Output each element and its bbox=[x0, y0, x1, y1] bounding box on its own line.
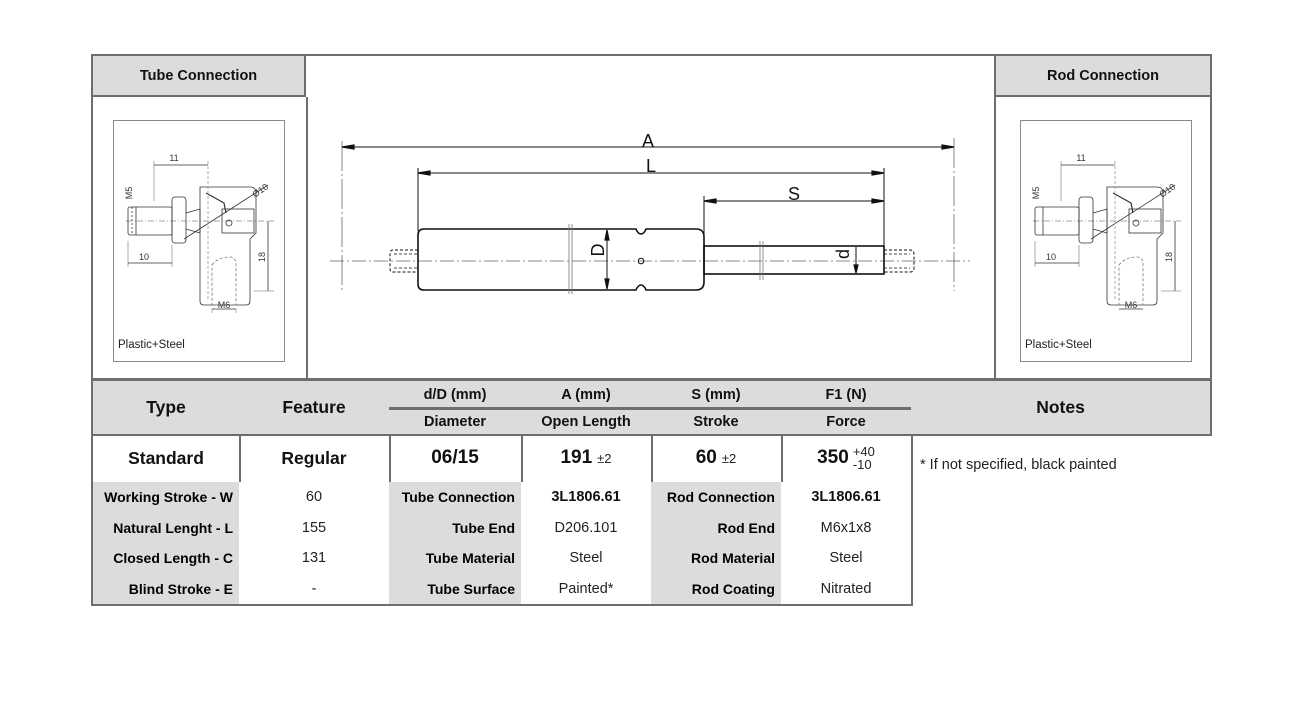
stroke-tolerance: ±2 bbox=[721, 450, 737, 466]
svg-text:10: 10 bbox=[138, 252, 150, 262]
svg-text:11: 11 bbox=[1076, 153, 1086, 163]
cell-notes: * If not specified, black painted bbox=[920, 457, 1117, 473]
value-tube-material: Steel bbox=[521, 543, 653, 575]
header-diameter: Diameter bbox=[389, 407, 523, 436]
rod-connection-divider bbox=[994, 97, 996, 380]
tube-connection-material: Plastic+Steel bbox=[118, 339, 185, 351]
label-blind-stroke: Blind Stroke - E bbox=[91, 573, 241, 606]
gas-spring-drawing bbox=[308, 56, 994, 378]
dim-S-label: S bbox=[787, 184, 801, 204]
dim-D-label: D bbox=[588, 243, 608, 257]
value-closed-length: 131 bbox=[239, 543, 391, 575]
header-stroke: Stroke bbox=[651, 407, 783, 436]
svg-text:Ø10: Ø10 bbox=[1157, 181, 1178, 200]
value-blind-stroke: - bbox=[239, 573, 391, 606]
rod-connection-header bbox=[994, 56, 1210, 97]
ball-socket-icon bbox=[114, 121, 284, 361]
cell-type: Standard bbox=[91, 434, 241, 484]
value-rod-coating: Nitrated bbox=[781, 573, 913, 606]
details-table bbox=[91, 482, 913, 606]
label-tube-material: Tube Material bbox=[389, 543, 523, 575]
value-tube-surface: Painted* bbox=[521, 573, 653, 606]
header-feature: Feature bbox=[239, 379, 391, 436]
value-natural-length: 155 bbox=[239, 512, 391, 545]
gas-spring-icon bbox=[308, 56, 994, 378]
rod-connection-drawing bbox=[1020, 120, 1192, 362]
rod-connection-title: Rod Connection bbox=[1047, 67, 1159, 84]
value-tube-connection: 3L1806.61 bbox=[521, 482, 653, 514]
svg-text:11: 11 bbox=[169, 153, 179, 163]
open-length-tolerance: ±2 bbox=[597, 450, 612, 466]
svg-text:18: 18 bbox=[1164, 251, 1174, 263]
header-stroke-unit: S (mm) bbox=[651, 379, 783, 409]
header-force: Force bbox=[781, 407, 913, 436]
svg-text:M6: M6 bbox=[1124, 300, 1138, 310]
svg-text:M5: M5 bbox=[124, 186, 134, 200]
cell-stroke: 60 ±2 bbox=[651, 434, 783, 484]
value-working-stroke: 60 bbox=[239, 482, 391, 514]
svg-text:10: 10 bbox=[1045, 252, 1057, 262]
value-rod-end: M6x1x8 bbox=[781, 512, 913, 545]
label-natural-length: Natural Lenght - L bbox=[91, 512, 241, 545]
label-rod-connection: Rod Connection bbox=[651, 482, 783, 514]
header-open-length: Open Length bbox=[521, 407, 653, 436]
label-tube-surface: Tube Surface bbox=[389, 573, 523, 606]
dim-L-label: L bbox=[645, 156, 657, 176]
header-force-unit: F1 (N) bbox=[781, 379, 913, 409]
value-rod-connection: 3L1806.61 bbox=[781, 482, 913, 514]
dim-A-label: A bbox=[641, 131, 655, 151]
svg-text:M5: M5 bbox=[1031, 186, 1041, 200]
svg-text:18: 18 bbox=[257, 251, 267, 263]
label-closed-length: Closed Length - C bbox=[91, 543, 241, 575]
header-notes: Notes bbox=[911, 379, 1212, 436]
header-open-length-unit: A (mm) bbox=[521, 379, 653, 409]
rod-connection-material: Plastic+Steel bbox=[1025, 339, 1092, 351]
label-tube-connection: Tube Connection bbox=[389, 482, 523, 514]
tube-connection-title: Tube Connection bbox=[139, 67, 258, 84]
header-diameter-unit: d/D (mm) bbox=[389, 379, 523, 409]
label-rod-end: Rod End bbox=[651, 512, 783, 545]
header-type: Type bbox=[91, 379, 241, 436]
svg-text:Ø10: Ø10 bbox=[250, 181, 271, 200]
cell-diameter: 06/15 bbox=[389, 434, 523, 484]
tube-connection-header bbox=[93, 56, 306, 97]
label-rod-material: Rod Material bbox=[651, 543, 783, 575]
label-working-stroke: Working Stroke - W bbox=[91, 482, 241, 514]
dim-d-label: d bbox=[833, 248, 853, 260]
label-tube-end: Tube End bbox=[389, 512, 523, 545]
label-rod-coating: Rod Coating bbox=[651, 573, 783, 606]
force-tolerance: +40 -10 bbox=[852, 444, 875, 472]
ball-socket-icon bbox=[1021, 121, 1191, 361]
value-tube-end: D206.101 bbox=[521, 512, 653, 545]
value-rod-material: Steel bbox=[781, 543, 913, 575]
tube-connection-drawing bbox=[113, 120, 285, 362]
cell-feature: Regular bbox=[239, 434, 391, 484]
svg-text:M6: M6 bbox=[217, 300, 231, 310]
cell-open-length: 191 ±2 bbox=[521, 434, 653, 484]
cell-force: 350 +40 -10 bbox=[781, 434, 913, 484]
